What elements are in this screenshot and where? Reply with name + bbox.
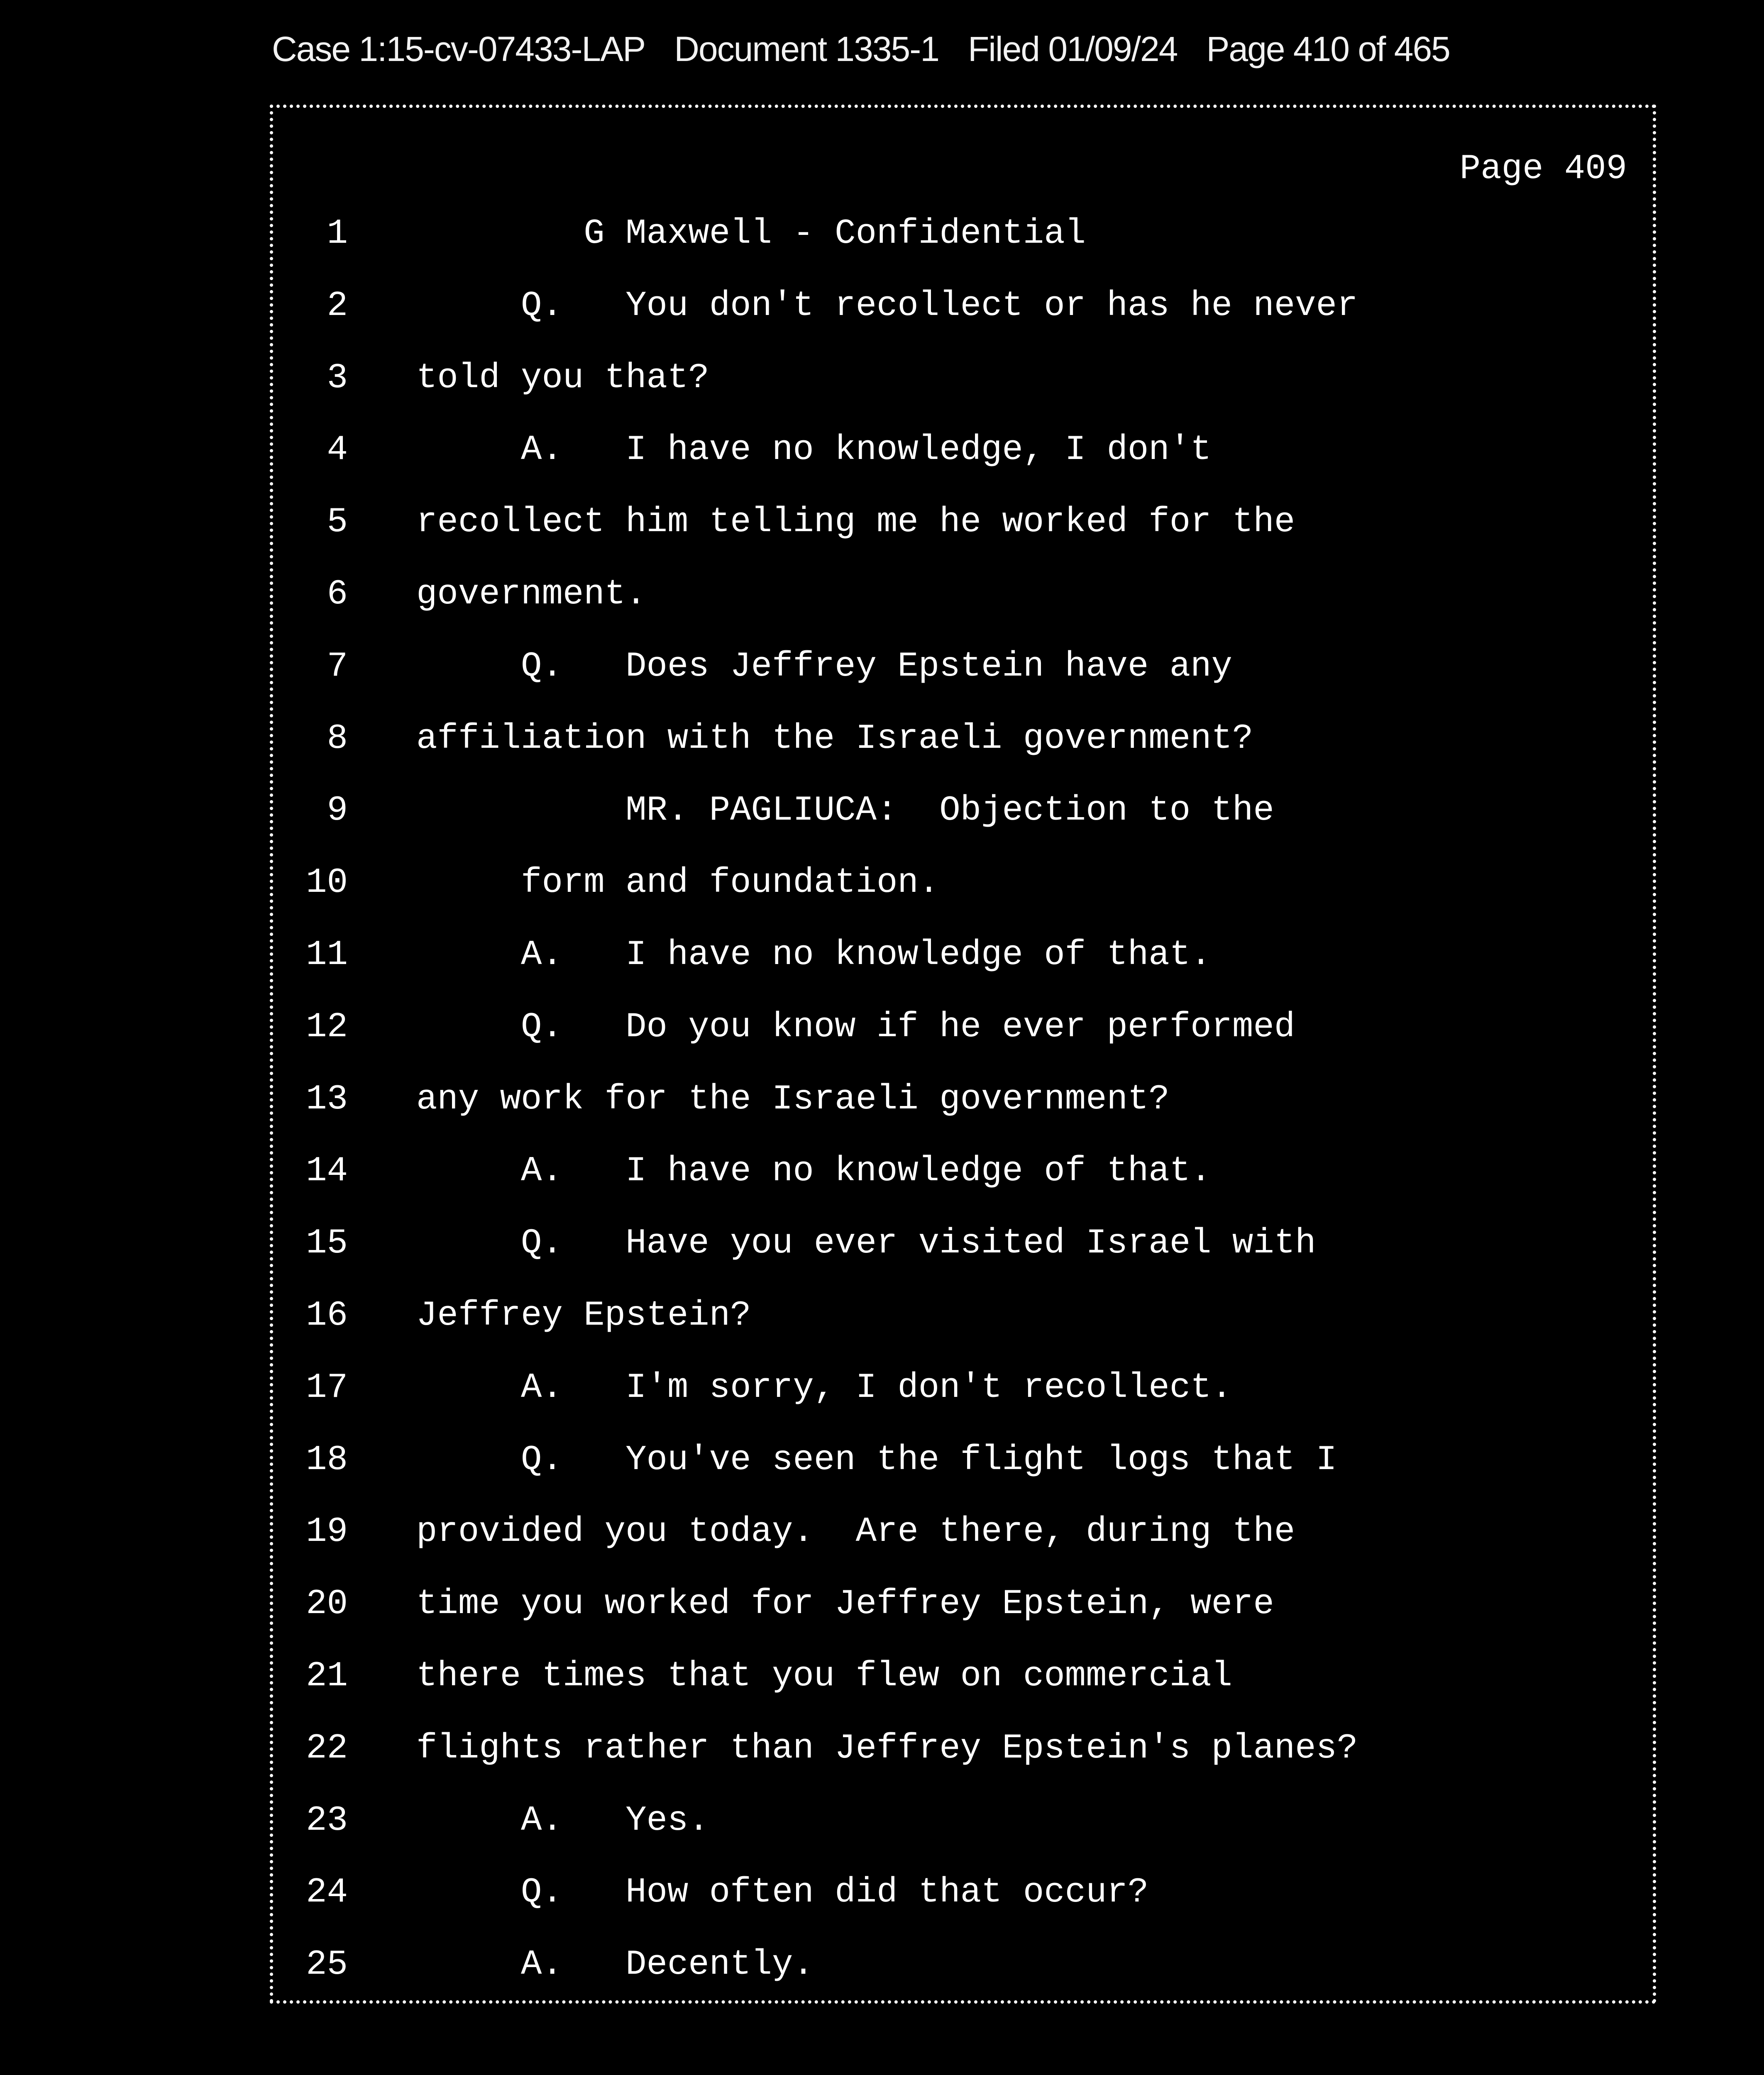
line-number: 18 (306, 1440, 348, 1480)
transcript-box (270, 105, 1656, 2004)
transcript-line (273, 1007, 1653, 1082)
line-number: 25 (306, 1945, 348, 1985)
filed-date: Filed 01/09/24 (968, 29, 1178, 68)
line-text: A. I'm sorry, I don't recollect. (416, 1368, 1232, 1408)
line-number: 6 (327, 574, 348, 614)
line-number: 15 (306, 1224, 348, 1264)
transcript-line (273, 574, 1653, 649)
transcript-line (273, 1296, 1653, 1371)
transcript-lines (273, 214, 1653, 2020)
line-text: Q. Does Jeffrey Epstein have any (416, 647, 1232, 686)
transcript-line (273, 1226, 1653, 1299)
transcript-line (273, 1656, 1653, 1731)
transcript-line (273, 863, 1653, 938)
line-number: 24 (306, 1873, 348, 1913)
case-header (272, 29, 1479, 69)
transcript-line (273, 935, 1653, 1010)
line-text: recollect him telling me he worked for the (416, 503, 1295, 542)
line-number: 3 (327, 358, 348, 398)
line-number: 12 (306, 1007, 348, 1047)
line-text: Q. You don't recollect or has he never (416, 286, 1358, 326)
line-text: any work for the Israeli government? (416, 1079, 1170, 1119)
line-text: MR. PAGLIUCA: Objection to the (416, 791, 1274, 831)
line-text: A. I have no knowledge of that. (416, 1152, 1212, 1191)
transcript-line (273, 1512, 1653, 1587)
line-number: 5 (327, 503, 348, 542)
transcript-line (273, 1368, 1653, 1443)
line-number: 16 (306, 1296, 348, 1335)
transcript-line (273, 1728, 1653, 1804)
transcript-line (273, 719, 1653, 794)
transcript-line (273, 1584, 1653, 1659)
line-text: provided you today. Are there, during the (416, 1512, 1295, 1552)
transcript-line (273, 1801, 1653, 1876)
line-text: A. Yes. (416, 1801, 709, 1841)
transcript-line (273, 430, 1653, 505)
line-number: 21 (306, 1656, 348, 1696)
line-text: Q. You've seen the flight logs that I (416, 1440, 1337, 1480)
line-number: 17 (306, 1368, 348, 1408)
line-number: 13 (306, 1079, 348, 1119)
line-number: 14 (306, 1152, 348, 1191)
line-text: form and foundation. (416, 863, 940, 903)
line-number: 23 (306, 1801, 348, 1841)
transcript-line (273, 358, 1653, 433)
transcript-line (273, 505, 1653, 577)
line-number: 4 (327, 430, 348, 470)
transcript-line (273, 1945, 1653, 2020)
transcript-line (273, 286, 1653, 361)
transcript-page-number: Page 409 (1459, 149, 1627, 189)
line-text: A. I have no knowledge, I don't (416, 430, 1212, 470)
line-text: affiliation with the Israeli government? (416, 719, 1253, 759)
transcript-line (273, 649, 1653, 722)
transcript-line (273, 214, 1653, 289)
line-number: 19 (306, 1512, 348, 1552)
line-text: time you worked for Jeffrey Epstein, were (416, 1584, 1274, 1624)
line-number: 8 (327, 719, 348, 759)
line-text: A. I have no knowledge of that. (416, 935, 1212, 975)
line-text: flights rather than Jeffrey Epstein's planes? (416, 1728, 1358, 1768)
line-text: there times that you flew on commercial (416, 1656, 1232, 1696)
transcript-line (273, 793, 1653, 866)
page-count: Page 410 of 465 (1206, 29, 1450, 68)
transcript-line (273, 1875, 1653, 1948)
line-number: 22 (306, 1728, 348, 1768)
case-number: Case 1:15-cv-07433-LAP (272, 29, 645, 68)
line-text: Q. Do you know if he ever performed (416, 1007, 1295, 1047)
line-text: Jeffrey Epstein? (416, 1296, 751, 1335)
line-number: 10 (306, 863, 348, 903)
line-number: 20 (306, 1584, 348, 1624)
line-text: told you that? (416, 358, 709, 398)
line-text: A. Decently. (416, 1945, 814, 1985)
transcript-line (273, 1079, 1653, 1155)
line-text: Q. How often did that occur? (416, 1873, 1149, 1913)
line-text: G Maxwell - Confidential (416, 214, 1086, 254)
document-number: Document 1335-1 (674, 29, 939, 68)
transcript-line (273, 1154, 1653, 1226)
line-text: Q. Have you ever visited Israel with (416, 1224, 1316, 1264)
transcript-line (273, 1440, 1653, 1515)
line-number: 7 (327, 647, 348, 686)
line-number: 11 (306, 935, 348, 975)
line-text: government. (416, 574, 647, 614)
line-number: 2 (327, 286, 348, 326)
line-number: 9 (327, 791, 348, 831)
line-number: 1 (327, 214, 348, 254)
